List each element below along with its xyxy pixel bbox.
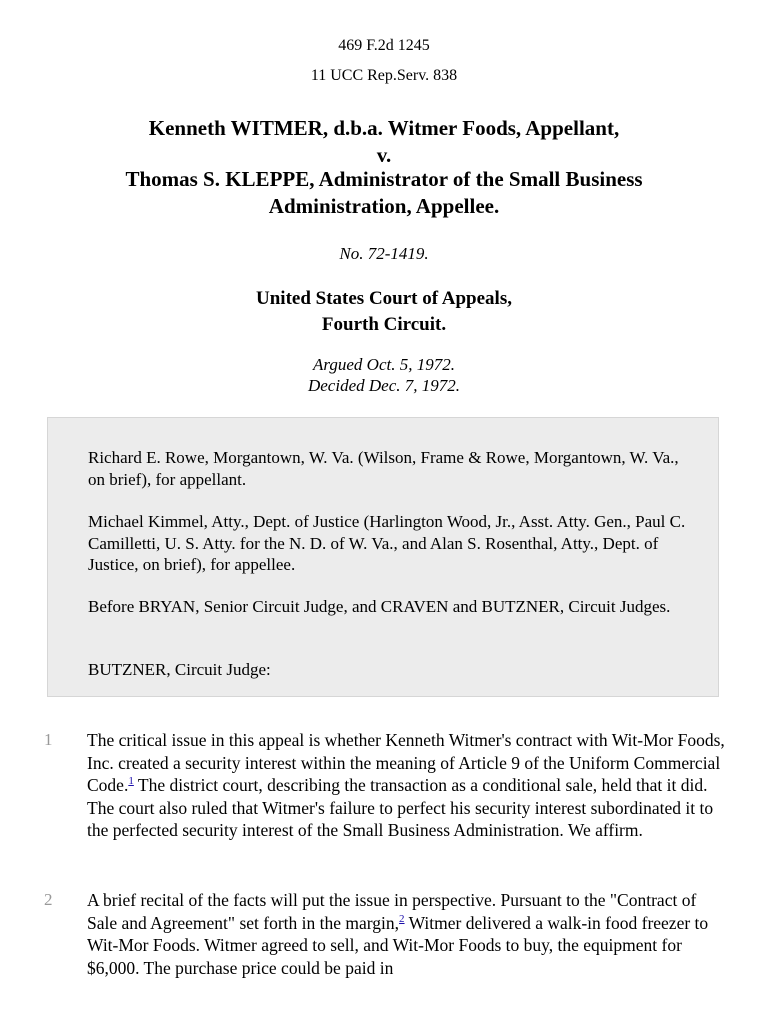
footnote-link-1[interactable]: 1 [128,775,134,788]
case-title-appellee: Thomas S. KLEPPE, Administrator of the Small Business [125,167,643,191]
opinion-author: BUTZNER, Circuit Judge: [88,660,271,679]
paragraph-text [87,889,725,979]
paragraph-number: 1 [44,730,53,749]
appellant-counsel: Richard E. Rowe, Morgantown, W. Va. (Wilson, Frame & Rowe, Morgantown, W. Va., on brief), for appellant. [88,448,679,489]
case-title-versus: v. [376,143,392,167]
docket-number: No. 72-1419. [339,244,429,263]
decided-date: Decided Dec. 7, 1972. [307,376,460,395]
court-name: United States Court of Appeals, [256,288,512,309]
paragraph-text-part: The critical issue in this appeal is whether Kenneth Witmer's contract with Wit-Mor Foods, Inc. created a security interest within the meaning of Article 9 of the Uniform Commercial Code. [87,730,725,795]
case-title-appellant: Kenneth WITMER, d.b.a. Witmer Foods, Appellant, [148,116,620,140]
ucc-citation: 11 UCC Rep.Serv. 838 [310,67,458,84]
footnote-link-2[interactable]: 2 [399,912,405,925]
paragraph-text-part: The district court, describing the transaction as a conditional sale, held that it did. The court also ruled that Witmer's failure to perfect his security interest subordinated it to the perfected security interest of the Small Business Administration. We affirm. [87,775,714,840]
judges-panel: Before BRYAN, Senior Circuit Judge, and CRAVEN and BUTZNER, Circuit Judges. [88,597,671,616]
argued-date: Argued Oct. 5, 1972. [313,355,455,374]
appellee-counsel: Michael Kimmel, Atty., Dept. of Justice (Harlington Wood, Jr., Asst. Atty. Gen., Paul C. Camilletti, U. S. Atty. for the N. D. of W. Va., and Alan S. Rosenthal, Atty., Dept. of Justice, on brief), for appellee. [88,512,686,574]
paragraph-text [87,729,725,842]
case-title-appellee-cont: Administration, Appellee. [268,194,500,218]
reporter-citation: 469 F.2d 1245 [338,37,430,54]
paragraph-text-part: A brief recital of the facts will put the issue in perspective. Pursuant to the "Contract of Sale and Agreement" set forth in the margin, [87,890,697,933]
counsel-box [47,417,719,697]
paragraph-text-part: Witmer delivered a walk-in food freezer to Wit-Mor Foods. Witmer agreed to sell, and Wit-Mor Foods to buy, the equipment for $6,000. The purchase price could be paid in [87,912,709,978]
paragraph-number: 2 [44,890,53,909]
court-circuit: Fourth Circuit. [321,314,447,335]
